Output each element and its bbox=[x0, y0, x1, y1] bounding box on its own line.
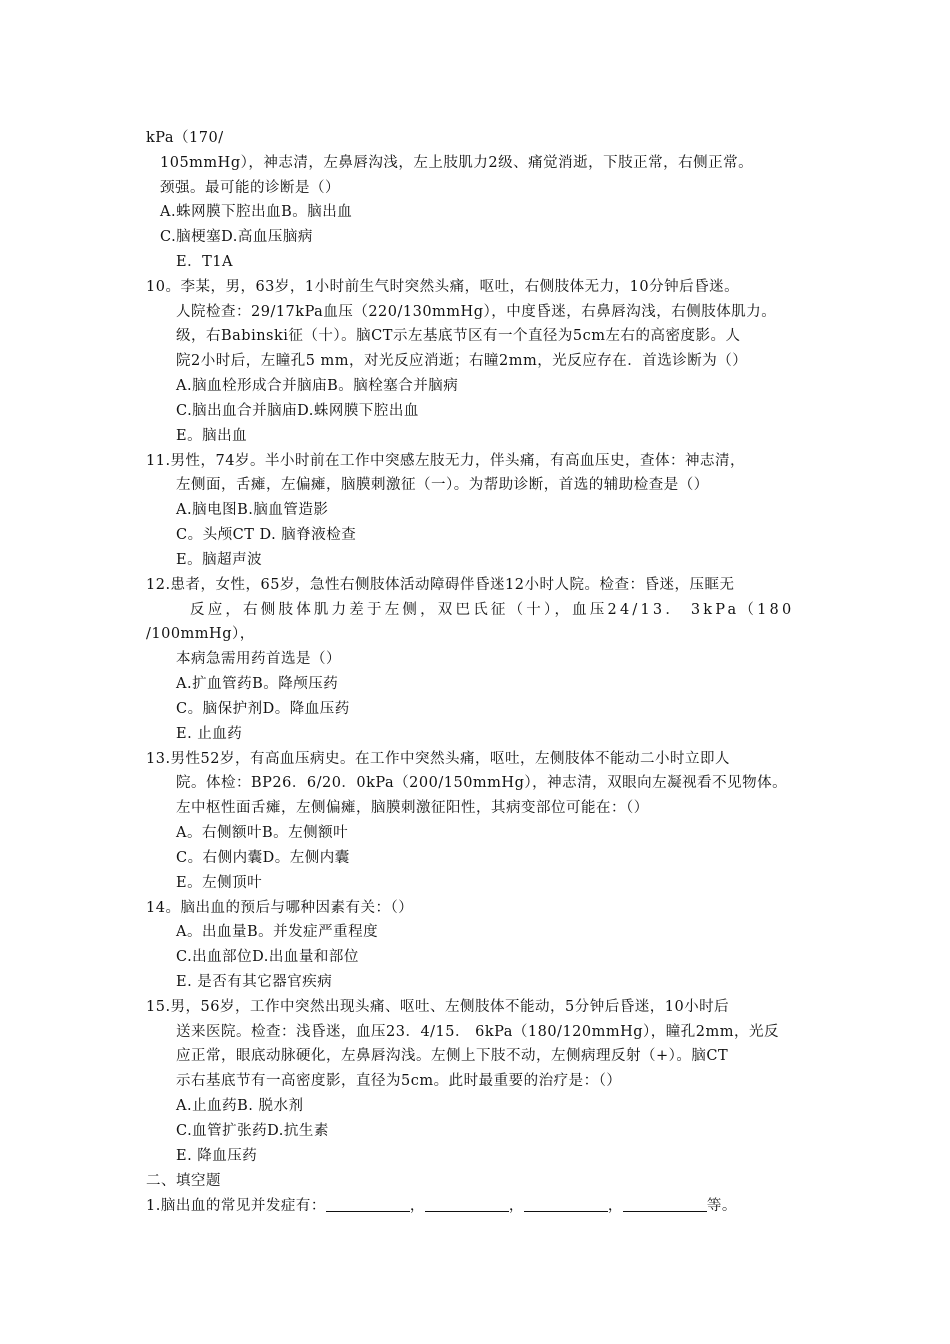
option-line: A.止血药B. 脱水剂 bbox=[176, 1098, 304, 1114]
question-15: 15.男，56岁，工作中突然出现头痛、呕吐、左侧肢体不能动，5分钟后昏迷，10小时后 bbox=[146, 999, 730, 1015]
text-line: 左中枢性面舌瘫，左侧偏瘫，脑膜刺激征阳性，其病变部位可能在：（） bbox=[176, 800, 649, 816]
fill-separator: ， bbox=[508, 1198, 524, 1214]
text-line: 送来医院。检查：浅昏迷，血压23．4/15． 6kPa（180/120mmHg），瞳孔2mm，光反 bbox=[176, 1024, 780, 1040]
text-line: 院2小时后，左瞳孔5 mm，对光反应消逝；右瞳2mm，光反应存在．首选诊断为（） bbox=[176, 353, 748, 369]
option-line: A。右侧额叶B。左侧额叶 bbox=[176, 825, 349, 841]
text-line: C.脑梗塞D.高血压脑病 bbox=[160, 229, 313, 245]
text-line: E．T1A bbox=[176, 254, 233, 270]
section-heading: 二、填空题 bbox=[146, 1173, 221, 1189]
option-line: A.脑电图B.脑血管造影 bbox=[176, 502, 329, 518]
option-line: C。右侧内囊D。左侧内囊 bbox=[176, 850, 350, 866]
option-line: E。左侧顶叶 bbox=[176, 875, 263, 891]
question-14: 14。脑出血的预后与哪种因素有关：（） bbox=[146, 900, 414, 916]
answer-blank[interactable] bbox=[623, 1197, 707, 1212]
option-line: E。脑超声波 bbox=[176, 552, 263, 568]
text-line: 本病急需用药首选是（） bbox=[176, 651, 341, 667]
text-line: 人院检查：29/17kPa血压（220/130mmHg），中度昏迷，右鼻唇沟浅，右侧肢体肌力。 bbox=[176, 304, 777, 320]
text-line: 应正常，眼底动脉硬化，左鼻唇沟浅。左侧上下肢不动，左侧病理反射（+）。脑CT bbox=[176, 1048, 729, 1064]
option-line: C.血管扩张药D.抗生素 bbox=[176, 1123, 329, 1139]
answer-blank[interactable] bbox=[326, 1197, 410, 1212]
text-line: 级，右Babinski征（十）。脑CT示左基底节区有一个直径为5cm左右的高密度影。人 bbox=[176, 328, 741, 344]
option-line: A.脑血栓形成合并脑庙B。脑栓塞合并脑病 bbox=[176, 378, 459, 394]
option-line: C。头颅CT D. 脑脊液检查 bbox=[176, 527, 357, 543]
question-10: 10。李某，男，63岁，1小时前生气时突然头痛，呕吐，右侧肢体无力，10分钟后昏迷。 bbox=[146, 279, 740, 295]
text-line: /100mmHg）， bbox=[146, 626, 255, 642]
fill-prefix: 1.脑出血的常见并发症有： bbox=[146, 1198, 326, 1214]
option-line: C。脑保护剂D。降血压药 bbox=[176, 701, 350, 717]
option-line: A。出血量B。并发症严重程度 bbox=[176, 924, 379, 940]
text-line: 颈强。最可能的诊断是（） bbox=[160, 180, 340, 196]
option-line: C.脑出血合并脑庙D.蛛网膜下腔出血 bbox=[176, 403, 419, 419]
answer-blank[interactable] bbox=[524, 1197, 608, 1212]
fill-separator: ， bbox=[607, 1198, 623, 1214]
fill-blank-question-1 bbox=[146, 1196, 737, 1216]
option-line: E. 止血药 bbox=[176, 726, 243, 742]
fill-separator: ， bbox=[409, 1198, 425, 1214]
text-line: A.蛛网膜下腔出血B。脑出血 bbox=[160, 204, 353, 220]
answer-blank[interactable] bbox=[425, 1197, 509, 1212]
option-line: E. 是否有其它器官疾病 bbox=[176, 974, 333, 990]
text-line: 105mmHg），神志清，左鼻唇沟浅，左上肢肌力2级、痛觉消逝，下肢正常，右侧正常。 bbox=[160, 155, 754, 171]
option-line: A.扩血管药B。降颅压药 bbox=[176, 676, 339, 692]
text-line: 示右基底节有一高密度影，直径为5cm。此时最重要的治疗是：（） bbox=[176, 1073, 622, 1089]
question-12: 12.患者，女性，65岁，急性右侧肢体活动障碍伴昏迷12小时人院。检查：昏迷，压眶无 bbox=[146, 577, 735, 593]
fill-suffix: 等。 bbox=[706, 1198, 737, 1214]
text-line: 反应，右侧肢体肌力差于左侧，双巴氏征（十），血压24/13． 3kPa（180 bbox=[190, 602, 795, 618]
text-line: 左侧面，舌瘫，左偏瘫，脑膜刺激征（一）。为帮助诊断，首选的辅助检查是（） bbox=[176, 477, 709, 493]
question-13: 13.男性52岁，有高血压病史。在工作中突然头痛，呕吐，左侧肢体不能动二小时立即人 bbox=[146, 751, 731, 767]
option-line: E。脑出血 bbox=[176, 428, 248, 444]
text-line: 院。体检：BP26．6/20．0kPa（200/150mmHg），神志清，双眼向左凝视看不见物体。 bbox=[176, 775, 788, 791]
option-line: E. 降血压药 bbox=[176, 1148, 258, 1164]
text-line: kPa（170/ bbox=[146, 130, 224, 146]
question-11: 11.男性，74岁。半小时前在工作中突感左肢无力，伴头痛，有高血压史，查体：神志清， bbox=[146, 453, 746, 469]
option-line: C.出血部位D.出血量和部位 bbox=[176, 949, 359, 965]
